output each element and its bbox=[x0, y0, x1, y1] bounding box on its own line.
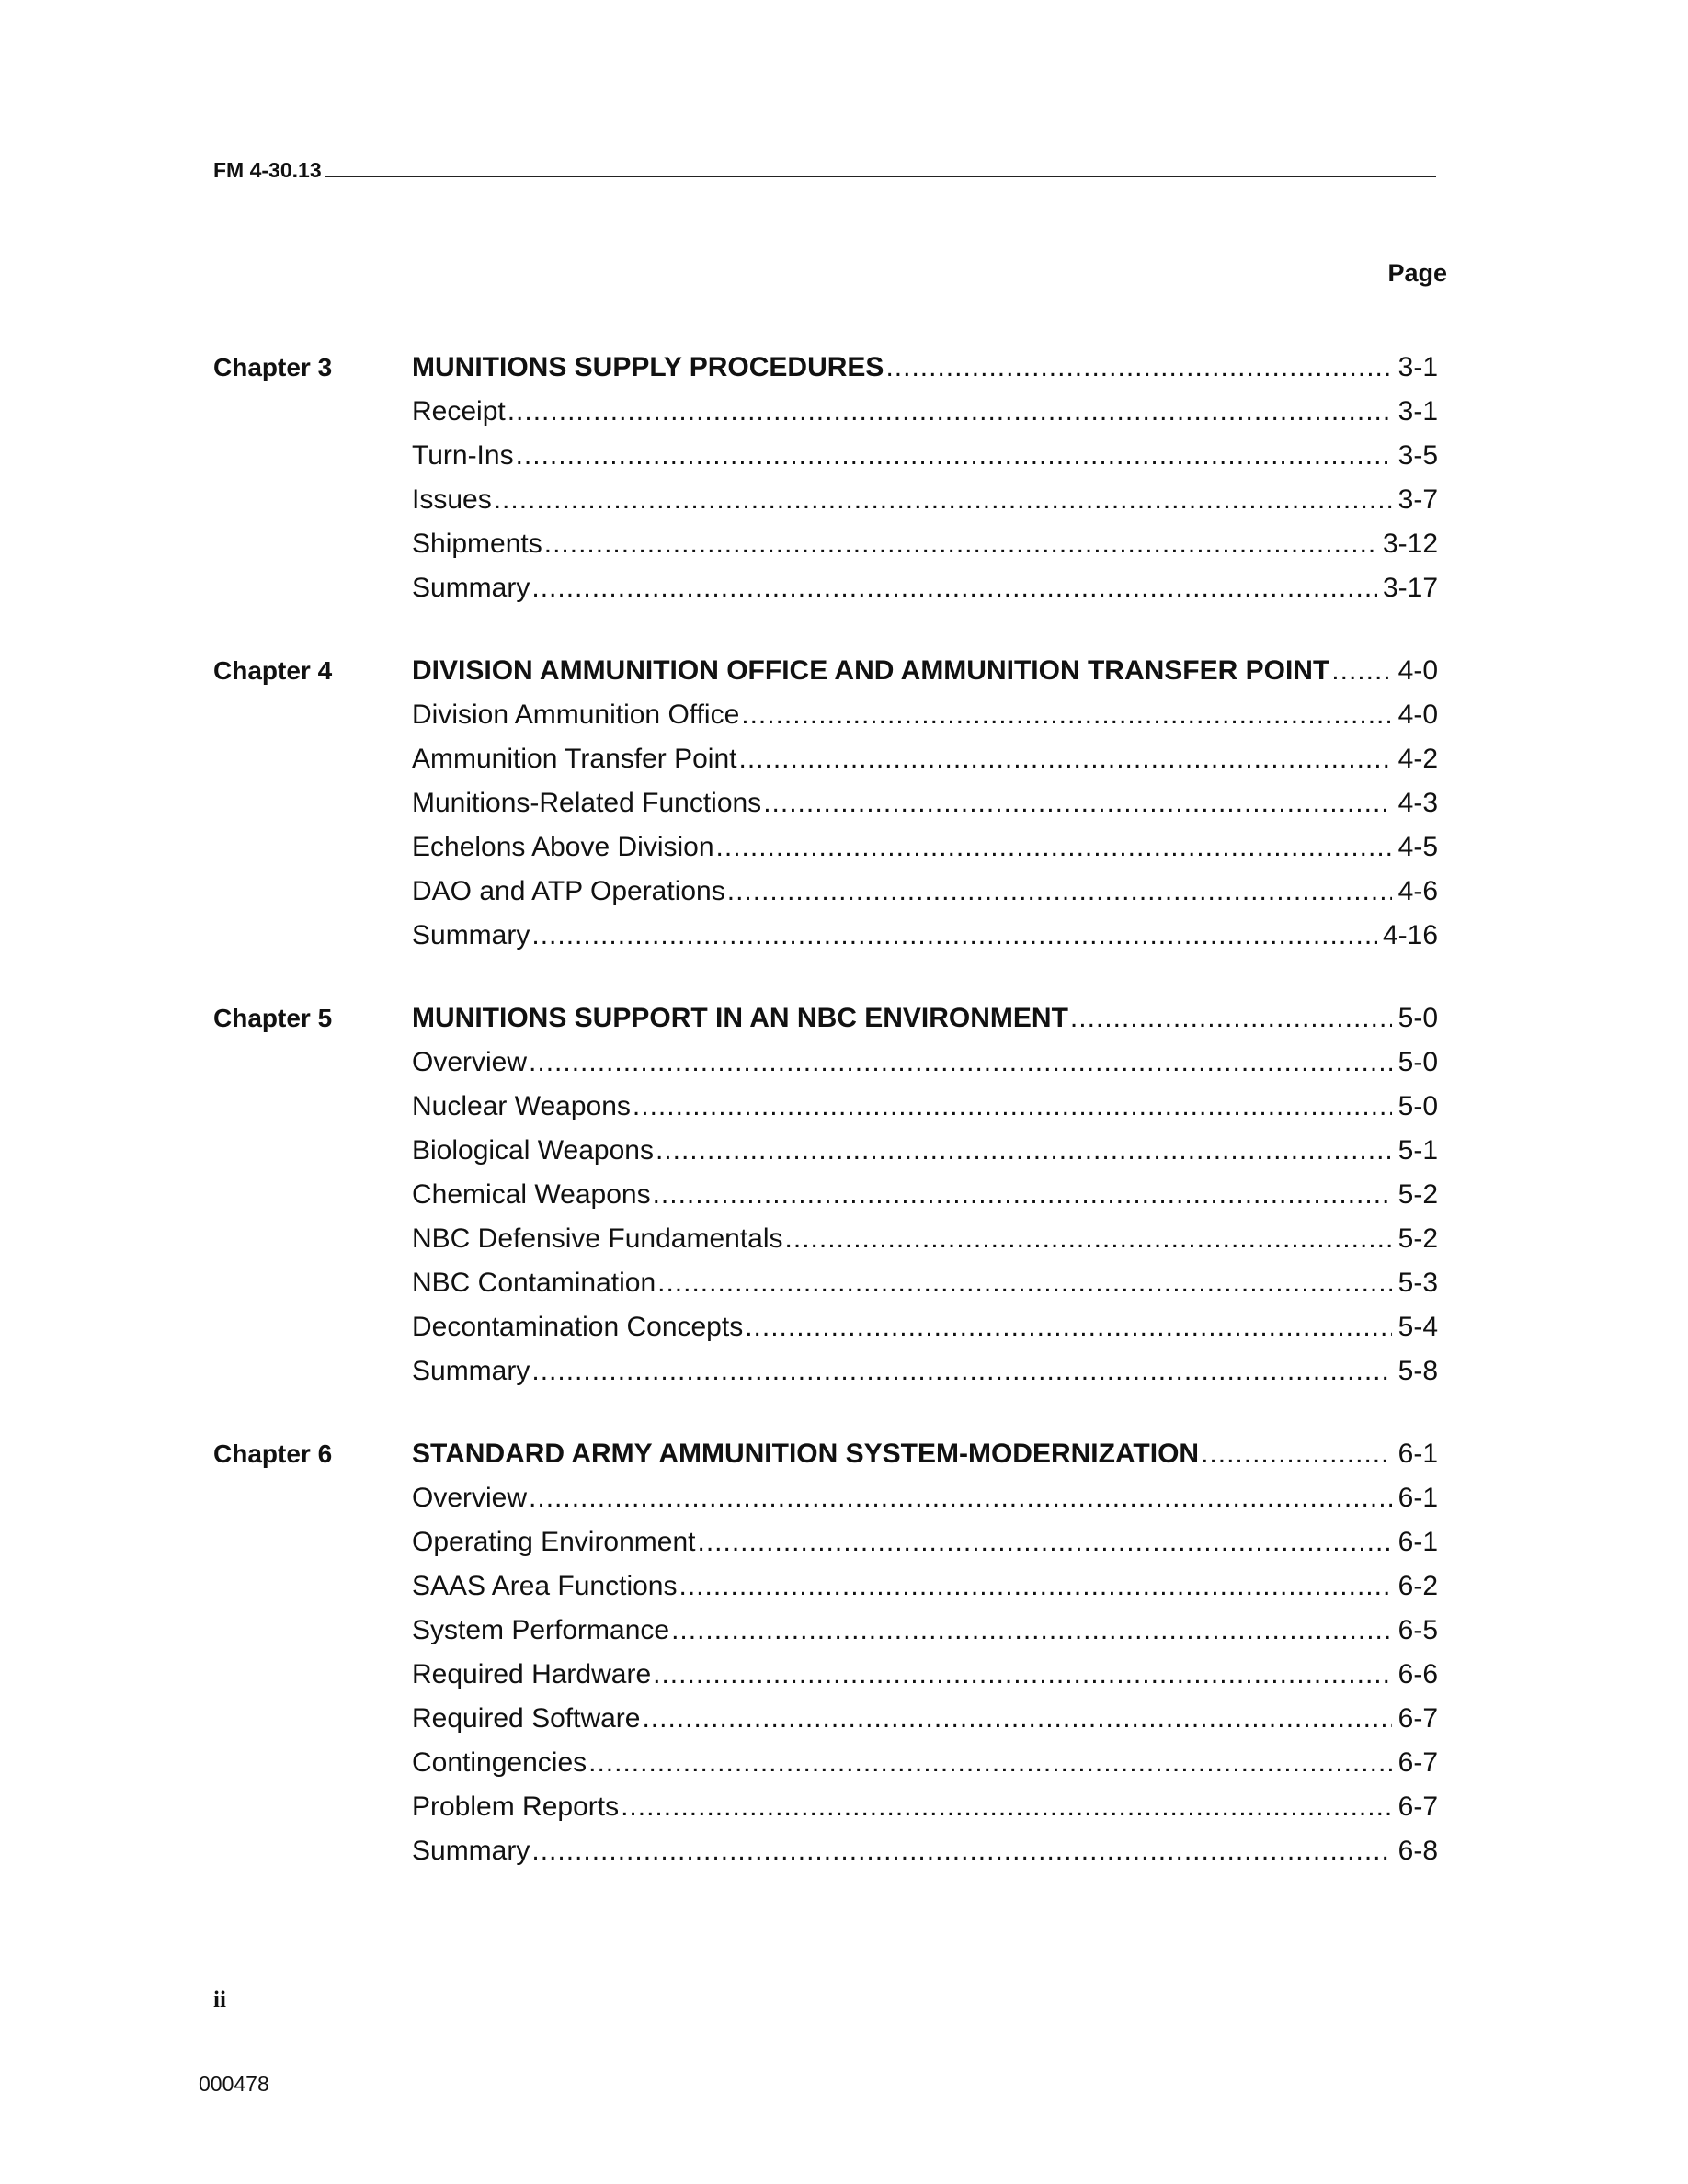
dot-leader bbox=[653, 1179, 1392, 1211]
entry-line bbox=[412, 1527, 1438, 1558]
page-reference: 6-8 bbox=[1397, 1836, 1438, 1866]
section-title: Turn-Ins bbox=[412, 440, 514, 471]
dot-leader bbox=[531, 920, 1377, 951]
page-reference: 3-1 bbox=[1397, 396, 1438, 427]
section-entry[interactable] bbox=[213, 1792, 1438, 1836]
dot-leader bbox=[1331, 655, 1392, 687]
dot-leader bbox=[657, 1268, 1392, 1299]
page-reference: 4-16 bbox=[1382, 920, 1438, 950]
section-entry[interactable] bbox=[213, 744, 1438, 788]
page-reference: 3-7 bbox=[1397, 484, 1438, 515]
section-title: Decontamination Concepts bbox=[412, 1312, 744, 1342]
section-title: DAO and ATP Operations bbox=[412, 876, 725, 906]
document-code: FM 4-30.13 bbox=[213, 158, 322, 182]
section-title: Receipt bbox=[412, 396, 506, 427]
page-reference: 4-0 bbox=[1397, 700, 1438, 730]
section-entry[interactable] bbox=[213, 1268, 1438, 1312]
page-reference: 6-7 bbox=[1397, 1747, 1438, 1778]
entry-line bbox=[412, 700, 1438, 731]
page-reference: 5-2 bbox=[1397, 1179, 1438, 1210]
entry-line bbox=[412, 396, 1438, 427]
section-entry[interactable] bbox=[213, 1659, 1438, 1703]
entry-line bbox=[412, 1179, 1438, 1211]
chapter-entry[interactable] bbox=[213, 1439, 1438, 1483]
chapter-entry[interactable] bbox=[213, 655, 1438, 700]
page-reference: 5-8 bbox=[1397, 1356, 1438, 1386]
section-title: Summary bbox=[412, 573, 530, 603]
section-title: Ammunition Transfer Point bbox=[412, 744, 737, 774]
section-entry[interactable] bbox=[213, 1179, 1438, 1223]
entry-line bbox=[412, 920, 1438, 951]
section-title: Overview bbox=[412, 1483, 528, 1513]
entry-line bbox=[412, 1703, 1438, 1735]
dot-leader bbox=[741, 700, 1392, 731]
page-reference: 3-12 bbox=[1382, 529, 1438, 559]
section-title: Nuclear Weapons bbox=[412, 1091, 631, 1121]
section-entry[interactable] bbox=[213, 1571, 1438, 1615]
section-title: Biological Weapons bbox=[412, 1135, 654, 1166]
section-entry[interactable] bbox=[213, 1615, 1438, 1659]
chapter-entry[interactable] bbox=[213, 1003, 1438, 1047]
section-entry[interactable] bbox=[213, 876, 1438, 920]
page-reference: 3-17 bbox=[1382, 573, 1438, 603]
section-title: Overview bbox=[412, 1047, 528, 1077]
chapter-label: Chapter 5 bbox=[213, 1004, 333, 1032]
entry-line bbox=[412, 1571, 1438, 1602]
section-entry[interactable] bbox=[213, 1091, 1438, 1135]
entry-line bbox=[412, 440, 1438, 472]
section-entry[interactable] bbox=[213, 1483, 1438, 1527]
page-reference: 5-0 bbox=[1397, 1003, 1438, 1033]
entry-line bbox=[412, 876, 1438, 907]
section-title: Required Software bbox=[412, 1703, 641, 1734]
page-reference: 4-5 bbox=[1397, 832, 1438, 862]
section-entry[interactable] bbox=[213, 1703, 1438, 1747]
page-reference: 6-1 bbox=[1397, 1483, 1438, 1513]
dot-leader bbox=[531, 1356, 1392, 1387]
entry-line bbox=[412, 1439, 1438, 1470]
dot-leader bbox=[621, 1792, 1392, 1823]
dot-leader bbox=[738, 744, 1392, 775]
section-entry[interactable] bbox=[213, 1223, 1438, 1268]
entry-line bbox=[412, 744, 1438, 775]
entry-line bbox=[412, 1268, 1438, 1299]
chapter-title: STANDARD ARMY AMMUNITION SYSTEM-MODERNIZATION bbox=[412, 1439, 1200, 1469]
dot-leader bbox=[516, 440, 1392, 472]
entry-line bbox=[412, 529, 1438, 560]
page-reference: 4-6 bbox=[1397, 876, 1438, 906]
section-title: Summary bbox=[412, 1836, 530, 1866]
dot-leader bbox=[642, 1703, 1392, 1735]
chapter-block bbox=[213, 352, 1438, 617]
page-reference: 5-4 bbox=[1397, 1312, 1438, 1342]
entry-line bbox=[412, 484, 1438, 516]
dot-leader bbox=[656, 1135, 1392, 1166]
dot-leader bbox=[508, 396, 1392, 427]
entry-line bbox=[412, 1312, 1438, 1343]
page-reference: 4-3 bbox=[1397, 788, 1438, 818]
section-entry[interactable] bbox=[213, 1135, 1438, 1179]
section-title: System Performance bbox=[412, 1615, 670, 1645]
page-reference: 6-7 bbox=[1397, 1703, 1438, 1734]
dot-leader bbox=[588, 1747, 1392, 1779]
section-title: Summary bbox=[412, 920, 530, 950]
dot-leader bbox=[885, 352, 1392, 383]
chapter-block bbox=[213, 655, 1438, 964]
entry-line bbox=[412, 573, 1438, 604]
dot-leader bbox=[653, 1659, 1392, 1690]
section-entry[interactable] bbox=[213, 484, 1438, 529]
dot-leader bbox=[529, 1047, 1392, 1078]
entry-line bbox=[412, 788, 1438, 819]
page-reference: 3-5 bbox=[1397, 440, 1438, 471]
page-reference: 5-3 bbox=[1397, 1268, 1438, 1298]
entry-line bbox=[412, 1003, 1438, 1034]
page-reference: 6-1 bbox=[1397, 1439, 1438, 1469]
section-title: Contingencies bbox=[412, 1747, 587, 1778]
chapter-label: Chapter 3 bbox=[213, 353, 333, 381]
dot-leader bbox=[679, 1571, 1393, 1602]
section-entry[interactable] bbox=[213, 396, 1438, 440]
dot-leader bbox=[671, 1615, 1392, 1646]
section-title: NBC Defensive Fundamentals bbox=[412, 1223, 783, 1254]
dot-leader bbox=[494, 484, 1392, 516]
section-entry[interactable] bbox=[213, 440, 1438, 484]
chapter-block bbox=[213, 1439, 1438, 1880]
entry-line bbox=[412, 832, 1438, 863]
dot-leader bbox=[633, 1091, 1392, 1122]
entry-line bbox=[412, 1836, 1438, 1867]
section-entry[interactable] bbox=[213, 1527, 1438, 1571]
document-id: 000478 bbox=[199, 2072, 269, 2096]
section-title: Division Ammunition Office bbox=[412, 700, 740, 730]
chapter-entry[interactable] bbox=[213, 352, 1438, 396]
page-reference: 6-2 bbox=[1397, 1571, 1438, 1601]
section-entry[interactable] bbox=[213, 832, 1438, 876]
entry-line bbox=[412, 352, 1438, 383]
section-entry[interactable] bbox=[213, 529, 1438, 573]
chapter-label: Chapter 6 bbox=[213, 1439, 333, 1468]
section-title: Operating Environment bbox=[412, 1527, 696, 1557]
dot-leader bbox=[531, 1836, 1392, 1867]
entry-line bbox=[412, 1223, 1438, 1255]
section-title: Summary bbox=[412, 1356, 530, 1386]
dot-leader bbox=[785, 1223, 1392, 1255]
page-reference: 5-0 bbox=[1397, 1047, 1438, 1077]
dot-leader bbox=[745, 1312, 1392, 1343]
section-entry[interactable] bbox=[213, 788, 1438, 832]
table-of-contents bbox=[213, 352, 1438, 1918]
section-entry[interactable] bbox=[213, 1356, 1438, 1400]
section-entry[interactable] bbox=[213, 920, 1438, 964]
page-reference: 6-5 bbox=[1397, 1615, 1438, 1645]
dot-leader bbox=[727, 876, 1392, 907]
dot-leader bbox=[544, 529, 1377, 560]
section-entry[interactable] bbox=[213, 573, 1438, 617]
section-entry[interactable] bbox=[213, 700, 1438, 744]
section-entry[interactable] bbox=[213, 1312, 1438, 1356]
entry-line bbox=[412, 1483, 1438, 1514]
chapter-title: DIVISION AMMUNITION OFFICE AND AMMUNITION TRANSFER POINT bbox=[412, 655, 1330, 686]
section-title: NBC Contamination bbox=[412, 1268, 656, 1298]
dot-leader bbox=[531, 573, 1377, 604]
entry-line bbox=[412, 1792, 1438, 1823]
section-title: Issues bbox=[412, 484, 492, 515]
entry-line bbox=[412, 1135, 1438, 1166]
section-entry[interactable] bbox=[213, 1836, 1438, 1880]
dot-leader bbox=[529, 1483, 1392, 1514]
entry-line bbox=[412, 1091, 1438, 1122]
dot-leader bbox=[1070, 1003, 1392, 1034]
page-reference: 4-0 bbox=[1397, 655, 1438, 686]
page-reference: 5-0 bbox=[1397, 1091, 1438, 1121]
page-reference: 3-1 bbox=[1397, 352, 1438, 382]
section-title: Shipments bbox=[412, 529, 542, 559]
section-entry[interactable] bbox=[213, 1747, 1438, 1792]
section-title: Problem Reports bbox=[412, 1792, 620, 1822]
page-column-label: Page bbox=[1387, 259, 1447, 287]
dot-leader bbox=[763, 788, 1392, 819]
entry-line bbox=[412, 1659, 1438, 1690]
page-reference: 5-2 bbox=[1397, 1223, 1438, 1254]
page-reference: 5-1 bbox=[1397, 1135, 1438, 1166]
dot-leader bbox=[1201, 1439, 1392, 1470]
page-reference: 4-2 bbox=[1397, 744, 1438, 774]
entry-line bbox=[412, 1615, 1438, 1646]
page-number: ii bbox=[213, 1987, 226, 2012]
chapter-title: MUNITIONS SUPPORT IN AN NBC ENVIRONMENT bbox=[412, 1003, 1068, 1033]
chapter-title: MUNITIONS SUPPLY PROCEDURES bbox=[412, 352, 884, 382]
section-title: Required Hardware bbox=[412, 1659, 652, 1689]
dot-leader bbox=[716, 832, 1392, 863]
running-header bbox=[213, 158, 1436, 183]
chapter-block bbox=[213, 1003, 1438, 1400]
section-title: Munitions-Related Functions bbox=[412, 788, 762, 818]
page-reference: 6-1 bbox=[1397, 1527, 1438, 1557]
page-reference: 6-7 bbox=[1397, 1792, 1438, 1822]
entry-line bbox=[412, 1047, 1438, 1078]
section-entry[interactable] bbox=[213, 1047, 1438, 1091]
section-title: Chemical Weapons bbox=[412, 1179, 651, 1210]
page-reference: 6-6 bbox=[1397, 1659, 1438, 1689]
entry-line bbox=[412, 1356, 1438, 1387]
chapter-label: Chapter 4 bbox=[213, 656, 333, 685]
header-rule bbox=[325, 159, 1436, 177]
entry-line bbox=[412, 1747, 1438, 1779]
dot-leader bbox=[698, 1527, 1393, 1558]
section-title: Echelons Above Division bbox=[412, 832, 714, 862]
entry-line bbox=[412, 655, 1438, 687]
section-title: SAAS Area Functions bbox=[412, 1571, 678, 1601]
